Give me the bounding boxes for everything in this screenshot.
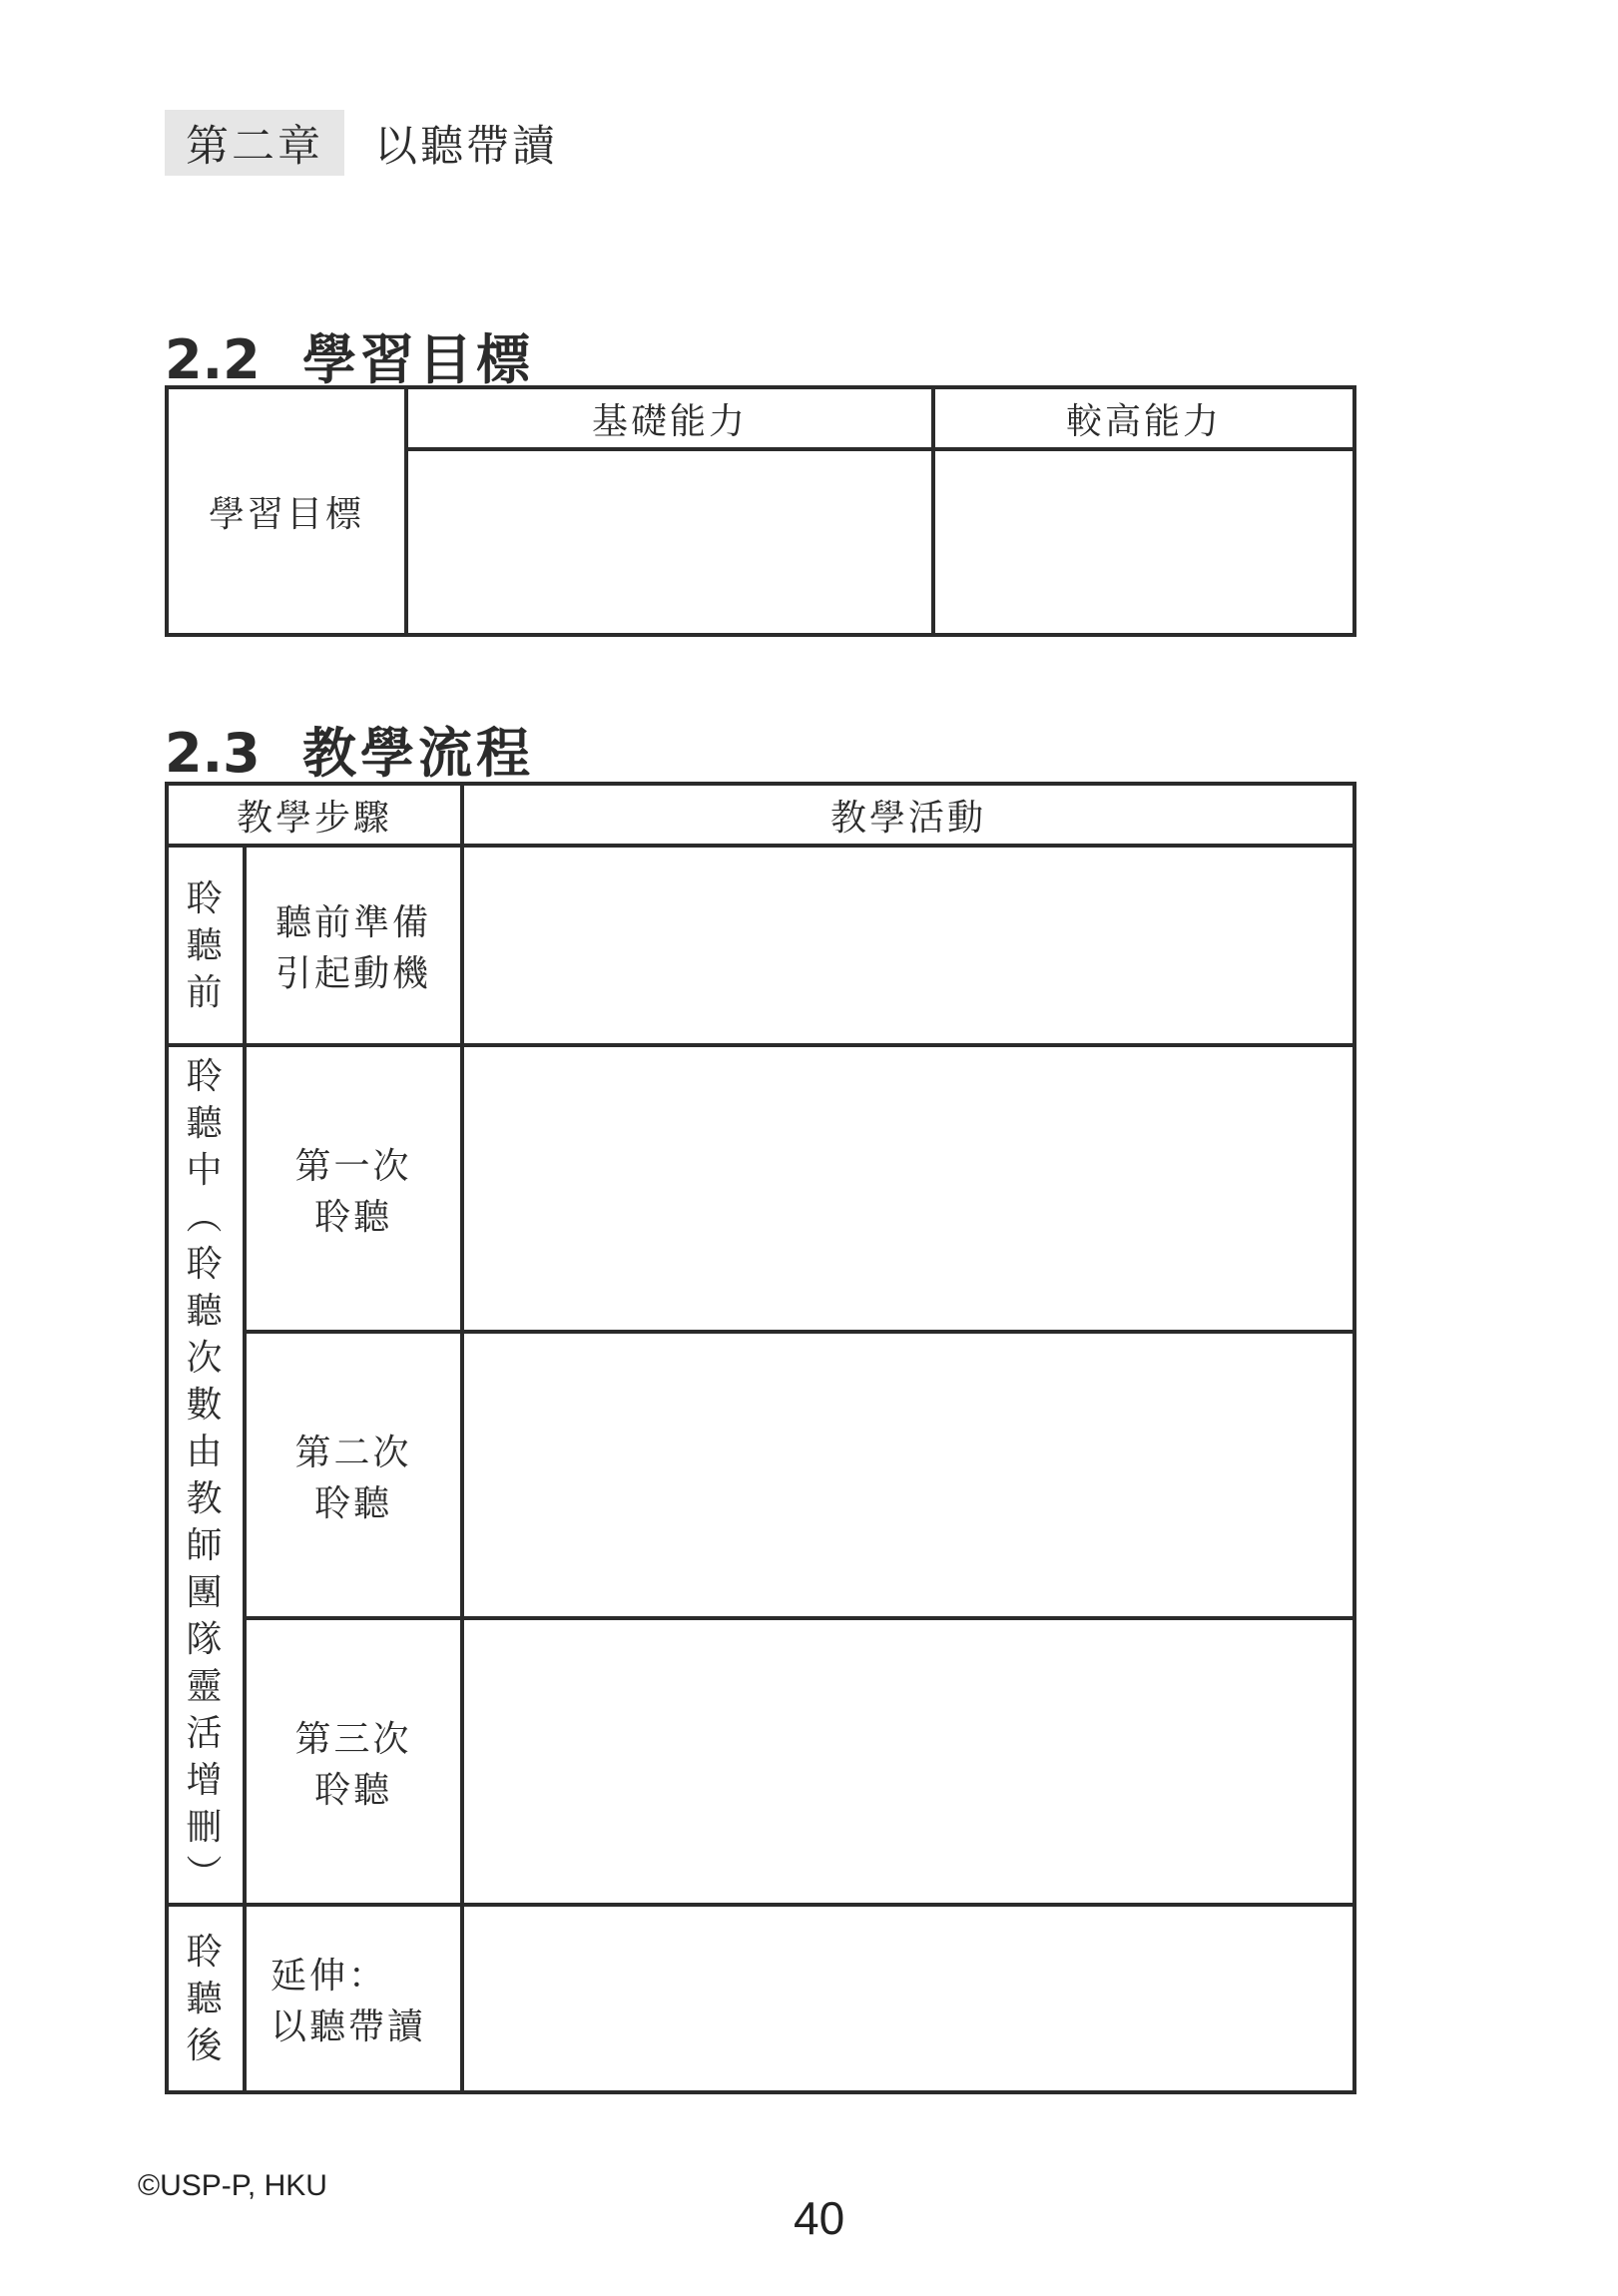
phase-char: ︶ [186,1853,226,1895]
phase-char: 聽 [186,1102,226,1144]
phase-char: 數 [186,1384,226,1426]
phase-char: 師 [186,1524,226,1566]
objectives-row-header: 學習目標 [167,387,406,635]
step-line: 第一次 [294,1145,412,1187]
step-line: 聆聽 [314,1196,393,1238]
chapter-header [165,110,558,176]
teaching-process-table [165,782,1356,2094]
basic-ability-cell[interactable] [406,449,933,635]
phase-char: 聆 [186,1243,226,1285]
phase-char: 增 [186,1759,226,1801]
phase-char: 聆 [186,1055,226,1097]
activity-cell-third[interactable] [462,1618,1354,1905]
phase-char: 聆 [186,1931,226,1973]
section-heading-2-3 [165,711,534,788]
step-line: 第二次 [294,1432,412,1473]
learning-objectives-table [165,385,1356,637]
step-line: 引起動機 [275,953,432,994]
section-number: 2.2 [165,328,261,391]
phase-char: 聽 [186,1978,226,2019]
phase-char: 靈 [186,1665,226,1707]
step-line: 聆聽 [314,1482,393,1524]
chapter-label: 第二章 [165,110,344,176]
phase-char: 團 [186,1571,226,1613]
chapter-title: 以聽帶讀 [374,121,558,172]
activities-header: 教學活動 [462,784,1354,846]
step-line: 聆聽 [314,1769,393,1811]
phase-pre-listening [167,846,245,1045]
basic-ability-header: 基礎能力 [406,387,933,449]
step-first-listening [245,1045,462,1332]
advanced-ability-cell[interactable] [933,449,1354,635]
phase-char: 由 [186,1431,226,1472]
phase-char: 次 [186,1337,226,1379]
activity-cell-first[interactable] [462,1045,1354,1332]
phase-char: 前 [186,971,226,1013]
section-heading-2-2 [165,317,534,394]
phase-char: 刪 [186,1806,226,1848]
phase-char: 聽 [186,924,226,966]
step-second-listening [245,1332,462,1618]
section-title: 教學流程 [302,722,534,785]
phase-char: ︵ [186,1196,226,1238]
section-title: 學習目標 [302,328,534,391]
phase-char: 聽 [186,1290,226,1332]
phase-char: 活 [186,1712,226,1754]
phase-char: 中 [186,1149,226,1191]
phase-char: 聆 [186,877,226,919]
activity-cell-pre[interactable] [462,846,1354,1045]
section-number: 2.3 [165,722,261,785]
step-line: 以聽帶讀 [270,2007,427,2047]
phase-post-listening [167,1905,245,2092]
activity-cell-post[interactable] [462,1905,1354,2092]
step-line: 延伸： [270,1956,388,1997]
phase-char: 隊 [186,1618,226,1660]
activity-cell-second[interactable] [462,1332,1354,1618]
copyright-text: ©USP-P, HKU [138,2169,327,2202]
step-post-listening [245,1905,462,2092]
steps-header: 教學步驟 [167,784,462,846]
phase-char: 後 [186,2024,226,2066]
page-number: 40 [794,2192,845,2244]
phase-char: 教 [186,1477,226,1519]
step-third-listening [245,1618,462,1905]
advanced-ability-header: 較高能力 [933,387,1354,449]
step-pre-listening [245,846,462,1045]
phase-during-listening [167,1045,245,1905]
step-line: 第三次 [294,1718,412,1760]
step-line: 聽前準備 [275,902,432,943]
